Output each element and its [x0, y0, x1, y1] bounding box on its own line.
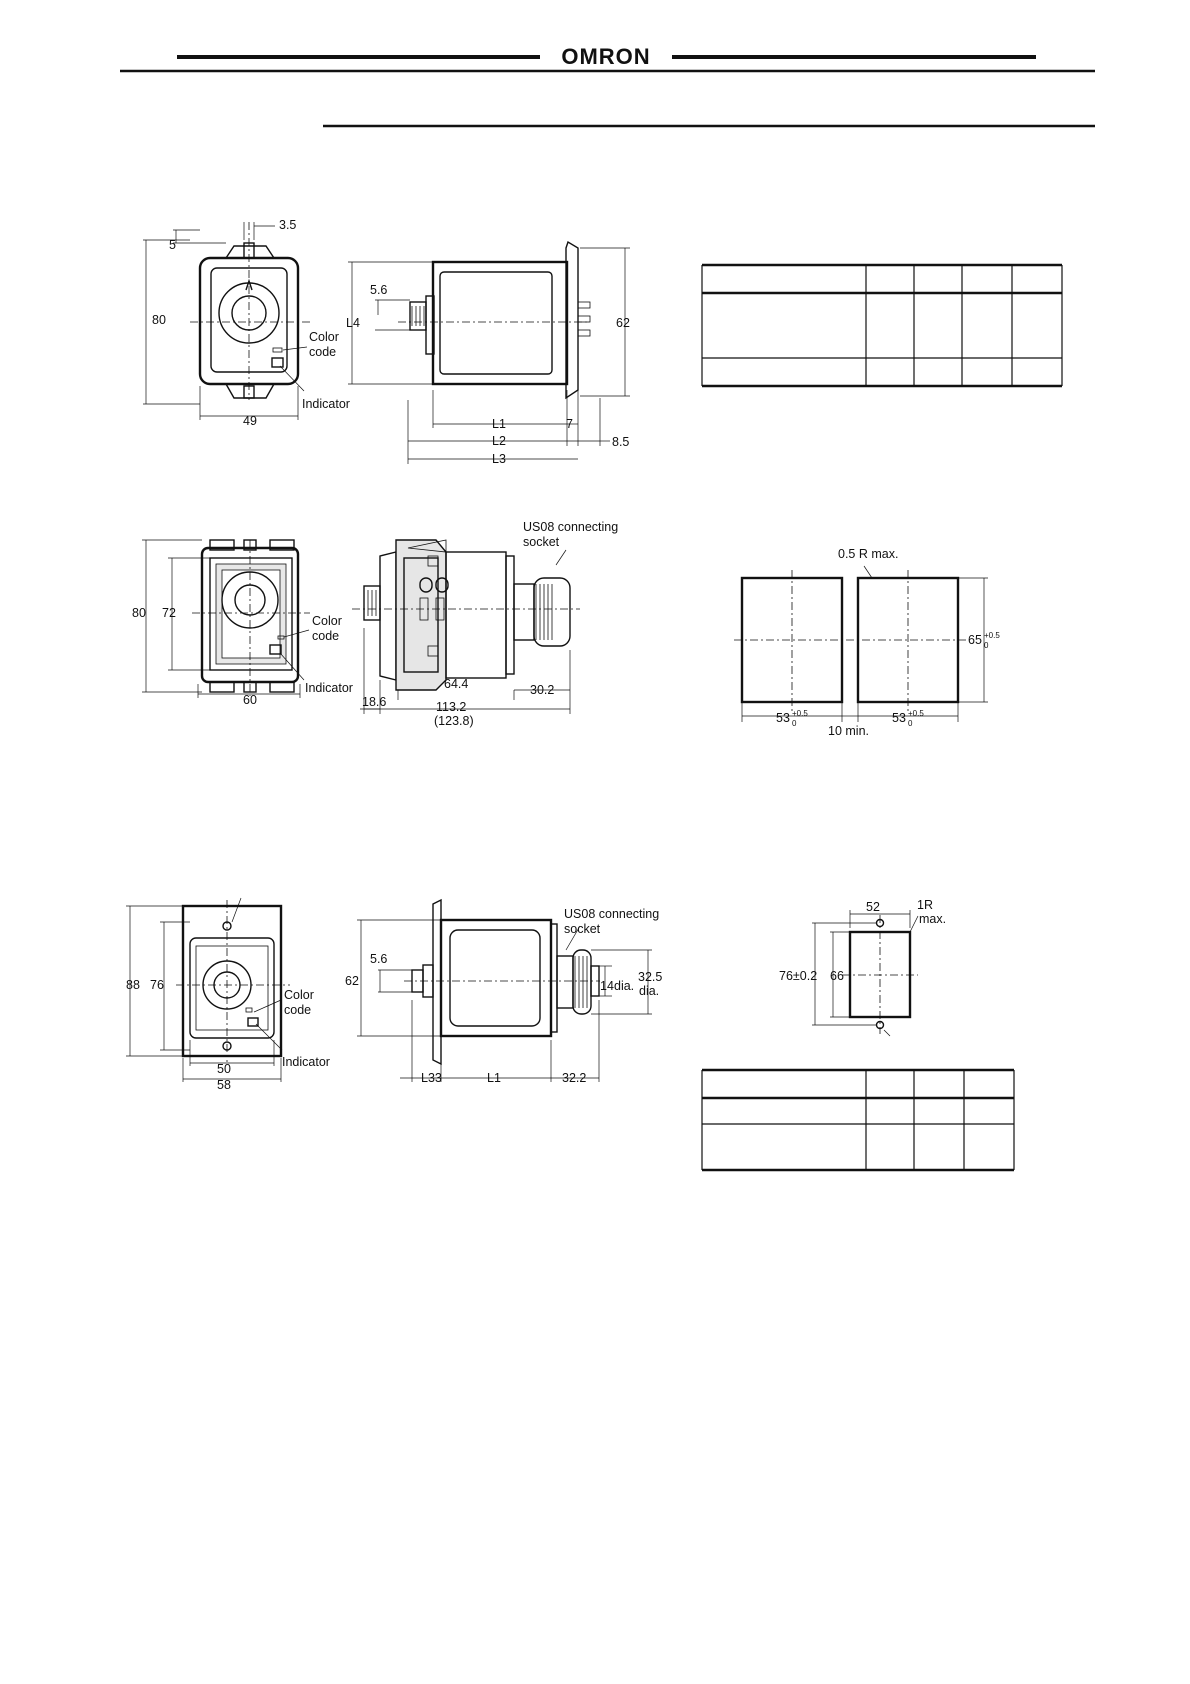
dim-62: 62	[345, 974, 359, 988]
dim-L1: L1	[492, 417, 506, 431]
dim-8-5: 8.5	[612, 435, 630, 449]
socket-label-2: socket	[523, 535, 560, 549]
dim-32-5-dia: dia.	[639, 984, 660, 998]
panel-cutout-2	[779, 898, 946, 1036]
dimension-table-2	[702, 1070, 1014, 1170]
dim-5-6: 5.6	[370, 952, 388, 966]
socket-label: US08 connecting	[523, 520, 619, 534]
cutout2-width: 52	[866, 900, 880, 914]
dim-88: 88	[126, 978, 140, 992]
cutout2-height-inner: 66	[830, 969, 844, 983]
cutout1-spacing: 10 min.	[828, 724, 869, 738]
fig2-front-view	[132, 540, 353, 707]
cutout1-width-right: 53	[892, 711, 906, 725]
color-code-label: Color	[284, 988, 314, 1002]
fig3-side-view	[345, 900, 662, 1085]
dim-58: 58	[217, 1078, 231, 1092]
dim-30-2: 30.2	[530, 683, 555, 697]
indicator-label: Indicator	[305, 681, 353, 695]
page-header	[120, 44, 1095, 126]
cutout1-height: 65	[968, 633, 982, 647]
svg-text:0: 0	[792, 719, 797, 728]
dim-3-5: 3.5	[279, 218, 297, 232]
color-code-label-2: code	[284, 1003, 312, 1017]
fig1-front-view	[143, 218, 350, 428]
dim-5-6: 5.6	[370, 283, 388, 297]
fig3-front-view	[126, 898, 330, 1092]
dim-80: 80	[152, 313, 166, 327]
dim-123-8: (123.8)	[434, 714, 474, 728]
dim-L1: L1	[487, 1071, 501, 1085]
dim-62: 62	[616, 316, 630, 330]
dim-60: 60	[243, 693, 257, 707]
omron-logo: OMRON	[561, 44, 651, 69]
dim-L33: L33	[421, 1071, 442, 1085]
color-code-label-2: code	[309, 345, 337, 359]
dim-18-6: 18.6	[362, 695, 387, 709]
color-code-label-2: code	[312, 629, 340, 643]
dim-49: 49	[243, 414, 257, 428]
dimension-table-1	[702, 265, 1062, 386]
cutout2-radius-2: max.	[919, 912, 947, 926]
dim-32-2: 32.2	[562, 1071, 587, 1085]
dim-L4: L4	[346, 316, 360, 330]
dim-64-4: 64.4	[444, 677, 469, 691]
cutout1-width-left: 53	[776, 711, 790, 725]
color-code-label: Color	[312, 614, 342, 628]
socket-label-2: socket	[564, 922, 601, 936]
dim-113-2: 113.2	[436, 700, 467, 714]
svg-text:+0.5: +0.5	[792, 709, 808, 718]
dim-L3: L3	[492, 452, 506, 466]
cutout1-radius: 0.5 R max.	[838, 547, 899, 561]
dim-80: 80	[132, 606, 146, 620]
cutout2-height-outer: 76±0.2	[779, 969, 818, 983]
svg-text:0: 0	[984, 641, 989, 650]
dim-50: 50	[217, 1062, 231, 1076]
dim-14: 14	[600, 979, 614, 993]
svg-text:+0.5: +0.5	[908, 709, 924, 718]
dim-76: 76	[150, 978, 164, 992]
dim-72: 72	[162, 606, 176, 620]
dim-32-5: 32.5	[638, 970, 663, 984]
dim-L2: L2	[492, 434, 506, 448]
dim-5: 5	[169, 238, 176, 252]
dim-7: 7	[566, 417, 573, 431]
indicator-label: Indicator	[302, 397, 350, 411]
indicator-label: Indicator	[282, 1055, 330, 1069]
fig1-side-view	[346, 242, 630, 466]
color-code-label: Color	[309, 330, 339, 344]
dim-14-dia: dia.	[614, 979, 635, 993]
svg-text:0: 0	[908, 719, 913, 728]
panel-cutout-1	[734, 547, 1000, 738]
cutout2-radius: 1R	[917, 898, 933, 912]
fig2-side-view	[352, 520, 618, 728]
socket-label: US08 connecting	[564, 907, 660, 921]
svg-text:+0.5: +0.5	[984, 631, 1000, 640]
